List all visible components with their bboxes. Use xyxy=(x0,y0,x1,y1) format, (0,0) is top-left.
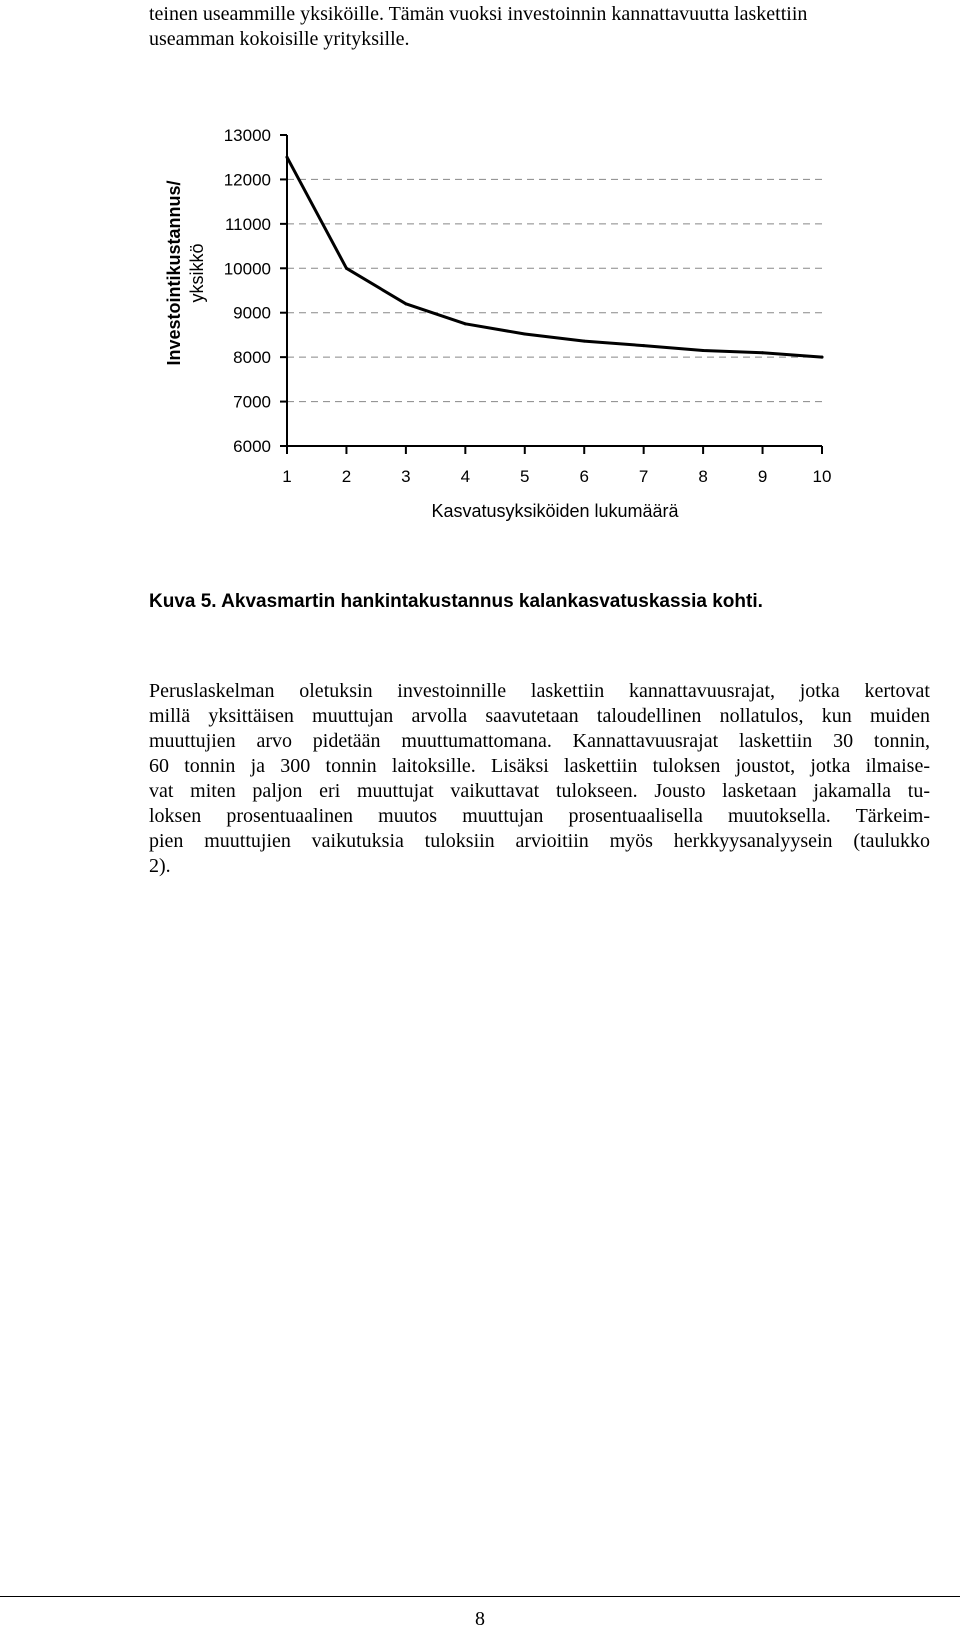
paragraph-line: vat miten paljon eri muuttujat vaikuttavat tulokseen. Jousto lasketaan jakamalla tu- xyxy=(149,780,930,802)
x-tick-label: 6 xyxy=(579,467,589,486)
paragraph-line: 60 tonnin ja 300 tonnin laitoksille. Lisäksi laskettiin tuloksen joustot, jotka ilmaise- xyxy=(149,755,930,777)
paragraph-line: 2). xyxy=(149,855,171,877)
page-number: 8 xyxy=(475,1608,485,1630)
y-tick-label: 12000 xyxy=(223,170,271,190)
data-point xyxy=(523,333,526,336)
data-point xyxy=(583,340,586,343)
y-tick-label: 8000 xyxy=(233,348,271,368)
x-tick-label: 1 xyxy=(282,467,292,486)
x-tick-label: 9 xyxy=(757,467,768,486)
x-tick-label: 5 xyxy=(520,467,530,486)
series-line xyxy=(287,157,822,357)
data-point xyxy=(761,351,764,354)
x-tick-label: 3 xyxy=(401,467,411,486)
paragraph-line: muuttujien arvo pidetään muuttumattomana. Kannattavuusrajat laskettiin 30 tonnin, xyxy=(149,730,930,752)
x-tick-label: 4 xyxy=(460,467,471,486)
data-point xyxy=(821,356,824,359)
footer-divider xyxy=(0,1596,960,1597)
data-point xyxy=(345,267,348,270)
x-tick-label: 2 xyxy=(341,467,352,486)
data-point xyxy=(286,156,289,159)
figure-caption: Kuva 5. Akvasmartin hankintakustannus kalankasvatuskassia kohti. xyxy=(149,591,763,612)
paragraph-line: millä yksittäisen muuttujan arvolla saavutetaan taloudellinen nollatulos, kun muiden xyxy=(149,705,930,727)
x-tick-label: 7 xyxy=(638,467,649,486)
paragraph-line: loksen prosentuaalinen muutos muuttujan prosentuaalisella muutoksella. Tärkeim- xyxy=(149,805,930,827)
body-paragraph xyxy=(149,679,930,879)
y-tick-label: 7000 xyxy=(233,392,271,412)
data-point xyxy=(404,302,407,305)
y-axis-title-line-1: Investointikustannus/ xyxy=(164,180,184,366)
y-tick-label: 11000 xyxy=(224,214,271,234)
chart-canvas xyxy=(0,0,960,560)
data-point xyxy=(702,349,705,352)
x-tick-label: 10 xyxy=(812,467,832,486)
y-tick-label: 13000 xyxy=(223,126,271,145)
y-tick-label: 9000 xyxy=(233,303,271,323)
x-tick-label: 8 xyxy=(698,467,708,486)
cost-per-unit-chart xyxy=(0,0,960,560)
intro-line-2: useamman kokoisille yrityksille. xyxy=(149,28,410,50)
y-tick-label: 6000 xyxy=(233,437,271,456)
x-axis-title: Kasvatusyksiköiden lukumäärä xyxy=(431,501,679,521)
paragraph-line: Peruslaskelman oletuksin investoinnille laskettiin kannattavuusrajat, jotka kertovat xyxy=(149,680,930,702)
y-tick-label: 10000 xyxy=(223,259,271,279)
intro-line-1: teinen useammille yksiköille. Tämän vuoksi investoinnin kannattavuutta laskettiin xyxy=(149,3,808,25)
y-axis-title xyxy=(164,180,207,365)
y-axis-title-line-2: yksikkö xyxy=(187,243,207,303)
data-point xyxy=(642,344,645,347)
data-point xyxy=(464,322,467,325)
paragraph-line: pien muuttujien vaikutuksia tuloksiin arvioitiin myös herkkyysanalyysein (taulukko xyxy=(149,830,930,852)
